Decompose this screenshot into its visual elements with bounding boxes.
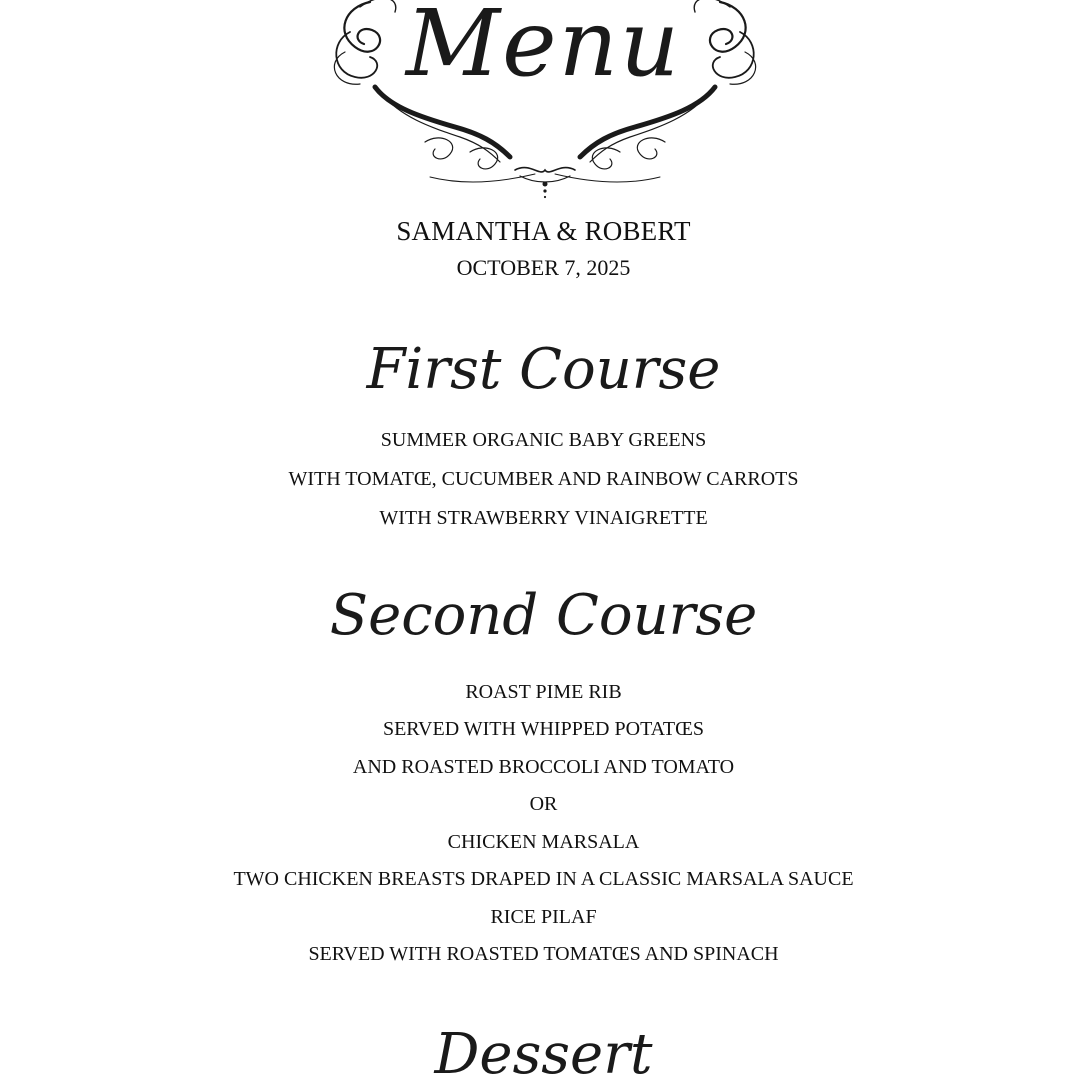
menu-item: OR [529, 793, 558, 815]
menu-item: SERVED WITH ROASTED TOMATŒS AND SPINACH [308, 943, 779, 965]
menu-item: WITH STRAWBERRY VINAIGRETTE [379, 507, 708, 529]
course-title-second: Second Course [329, 583, 758, 648]
menu-item: SUMMER ORGANIC BABY GREENS [380, 429, 707, 451]
menu-item: CHICKEN MARSALA [447, 831, 640, 853]
menu-item: ROAST PIME RIB [465, 681, 622, 703]
menu-item: WITH TOMATŒ, CUCUMBER AND RAINBOW CARROTS [288, 468, 799, 490]
menu-item: AND ROASTED BROCCOLI AND TOMATO [352, 756, 735, 778]
menu-item: SERVED WITH WHIPPED POTATŒS [382, 718, 705, 740]
menu-title: Menu [405, 0, 682, 97]
course-title-first: First Course [366, 337, 721, 402]
menu-item: TWO CHICKEN BREASTS DRAPED IN A CLASSIC MARSALA SAUCE [233, 868, 854, 890]
event-date: OCTOBER 7, 2025 [456, 255, 631, 280]
couple-names: SAMANTHA & ROBERT [396, 216, 691, 246]
menu-item: RICE PILAF [490, 906, 597, 928]
course-title-dessert: Dessert [434, 1022, 653, 1087]
